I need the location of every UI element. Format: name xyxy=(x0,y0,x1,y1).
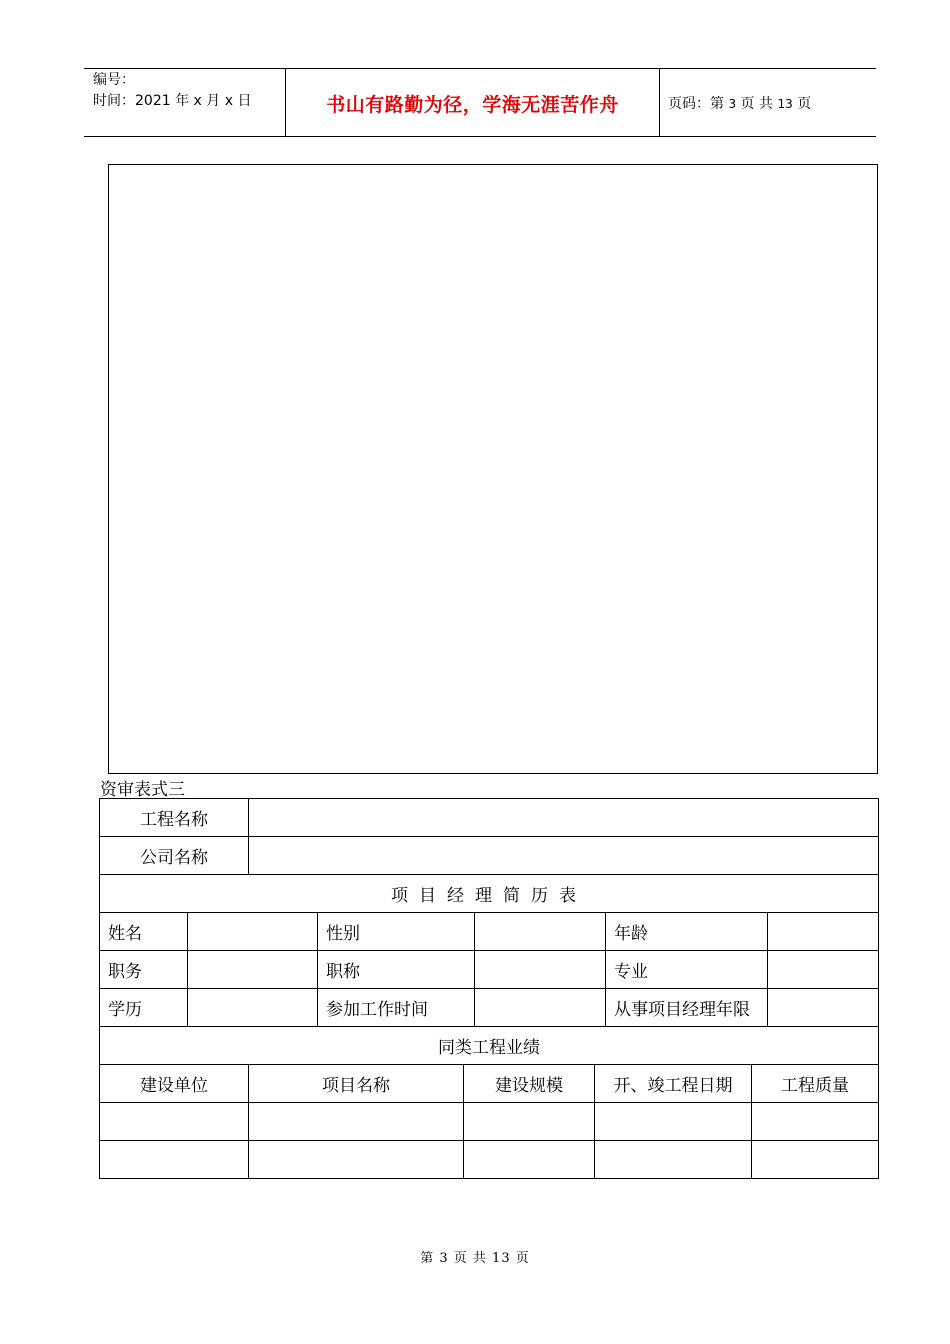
age-label: 年龄 xyxy=(606,913,768,951)
qualification-form xyxy=(99,798,879,1179)
work-start-label: 参加工作时间 xyxy=(318,989,475,1027)
performance-row xyxy=(100,1103,879,1141)
performance-cell[interactable] xyxy=(100,1141,249,1179)
major-label: 专业 xyxy=(606,951,768,989)
title-label: 职称 xyxy=(318,951,475,989)
performance-cell[interactable] xyxy=(752,1103,879,1141)
position-field[interactable] xyxy=(188,951,318,989)
header-meta xyxy=(93,70,251,112)
education-field[interactable] xyxy=(188,989,318,1027)
work-start-field[interactable] xyxy=(475,989,606,1027)
col-header-quality: 工程质量 xyxy=(752,1065,879,1103)
page-total: 13 xyxy=(777,97,793,111)
info-row-1 xyxy=(100,913,879,951)
page-footer: 第 3 页 共 13 页 xyxy=(420,1251,530,1266)
col-header-scale: 建设规模 xyxy=(464,1065,595,1103)
position-label: 职务 xyxy=(100,951,188,989)
performance-header-row xyxy=(100,1065,879,1103)
gender-field[interactable] xyxy=(475,913,606,951)
name-field[interactable] xyxy=(188,913,318,951)
performance-cell[interactable] xyxy=(100,1103,249,1141)
pm-years-field[interactable] xyxy=(768,989,879,1027)
project-name-label: 工程名称 xyxy=(100,799,249,837)
form-caption: 资审表式三 xyxy=(100,780,185,800)
gender-label: 性别 xyxy=(318,913,475,951)
header-top-rule xyxy=(84,68,876,69)
performance-cell[interactable] xyxy=(752,1141,879,1179)
company-name-label: 公司名称 xyxy=(100,837,249,875)
col-header-dates: 开、竣工程日期 xyxy=(595,1065,752,1103)
resume-title-row xyxy=(100,875,879,913)
col-header-project-name: 项目名称 xyxy=(249,1065,464,1103)
performance-row xyxy=(100,1141,879,1179)
col-header-builder: 建设单位 xyxy=(100,1065,249,1103)
info-row-2 xyxy=(100,951,879,989)
title-field[interactable] xyxy=(475,951,606,989)
performance-title-row xyxy=(100,1027,879,1065)
info-row-3 xyxy=(100,989,879,1027)
page-suffix: 页 xyxy=(797,96,812,112)
header-divider-right xyxy=(659,69,660,136)
major-field[interactable] xyxy=(768,951,879,989)
project-name-row xyxy=(100,799,879,837)
document-number-label: 编号： xyxy=(93,72,135,88)
performance-cell[interactable] xyxy=(464,1141,595,1179)
name-label: 姓名 xyxy=(100,913,188,951)
company-name-field[interactable] xyxy=(249,837,879,875)
performance-cell[interactable] xyxy=(464,1103,595,1141)
header-bottom-rule xyxy=(84,136,876,137)
resume-title: 项目经理简历表 xyxy=(100,875,879,913)
header-page-info xyxy=(668,93,811,113)
page-mid: 页 共 xyxy=(740,96,773,112)
performance-cell[interactable] xyxy=(595,1141,752,1179)
header-motto: 书山有路勤为径，学海无涯苦作舟 xyxy=(326,94,619,116)
company-name-row xyxy=(100,837,879,875)
age-field[interactable] xyxy=(768,913,879,951)
performance-title: 同类工程业绩 xyxy=(100,1027,879,1065)
performance-cell[interactable] xyxy=(249,1103,464,1141)
performance-cell[interactable] xyxy=(249,1141,464,1179)
project-name-field[interactable] xyxy=(249,799,879,837)
blank-frame xyxy=(108,164,878,774)
page-current: 3 xyxy=(728,97,737,111)
document-time: 时间：2021 年 x 月 x 日 xyxy=(93,93,252,109)
page-prefix: 页码：第 xyxy=(668,96,724,112)
performance-cell[interactable] xyxy=(595,1103,752,1141)
education-label: 学历 xyxy=(100,989,188,1027)
pm-years-label: 从事项目经理年限 xyxy=(606,989,768,1027)
